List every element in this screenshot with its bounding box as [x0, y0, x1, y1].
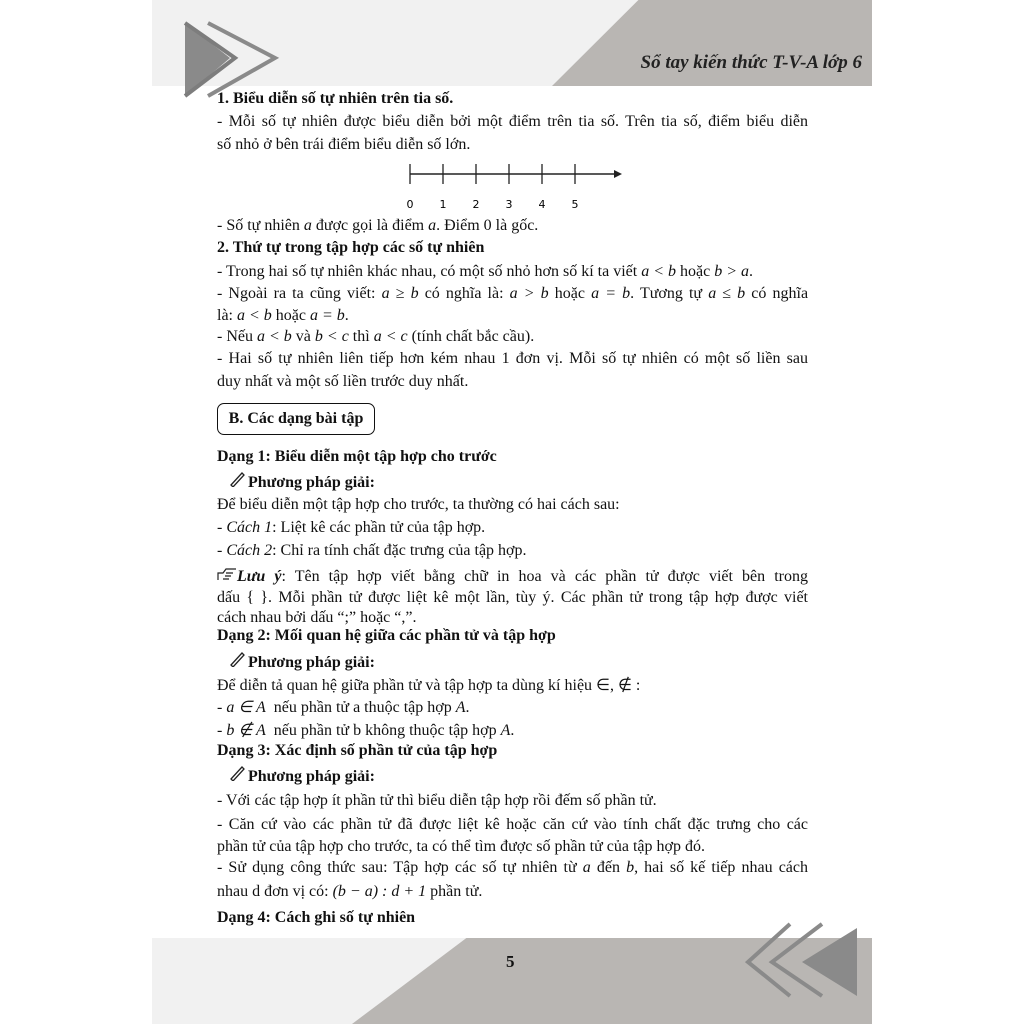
hand-icon	[217, 567, 237, 587]
text-line	[217, 327, 808, 347]
page-number: 5	[506, 952, 515, 971]
text-segment: nếu phần tử a thuộc tập hợp	[265, 699, 456, 716]
text-segment: Phương pháp giải:	[248, 474, 375, 491]
text-line	[217, 676, 808, 696]
text-line	[217, 306, 808, 326]
text-line	[217, 541, 808, 561]
text-line	[217, 216, 808, 236]
text-line	[228, 765, 819, 787]
text-line	[217, 238, 808, 258]
text-segment: hoặc	[271, 307, 310, 324]
text-segment: - Nếu	[217, 328, 257, 345]
text-line	[217, 608, 808, 628]
text-segment: - Số tự nhiên	[217, 217, 304, 234]
text-segment: a ∈ A	[226, 699, 266, 716]
book-title: Sổ tay kiến thức T-V-A lớp 6	[640, 52, 862, 73]
text-segment: phần tử.	[426, 883, 483, 900]
text-segment: Để diễn tả quan hệ giữa phần tử và tập hợp ta dùng kí hiệu ∈, ∉ :	[217, 677, 641, 694]
text-segment: : Liệt kê các phần tử của tập hợp.	[272, 519, 486, 536]
text-segment: -	[217, 519, 227, 536]
text-segment: Dạng 4: Cách ghi số tự nhiên	[217, 909, 416, 926]
section-box: B. Các dạng bài tập	[217, 403, 375, 435]
text-line	[217, 741, 808, 761]
text-segment: . Tương tự	[630, 285, 709, 302]
text-line	[217, 447, 808, 467]
tick-label: 4	[538, 198, 546, 211]
back-arrows-icon	[742, 918, 862, 998]
text-segment: b > a	[714, 263, 750, 280]
text-line	[217, 588, 808, 608]
text-segment: -	[217, 542, 227, 559]
text-segment: (b − a) : d + 1	[332, 883, 427, 900]
text-segment: - Với các tập hợp ít phần tử thì biểu diễn tập hợp rồi đếm số phần tử.	[217, 792, 657, 809]
text-segment: cách nhau bởi dấu “;” hoặc “,”.	[217, 609, 417, 626]
text-segment: duy nhất và một số liền trước duy nhất.	[217, 373, 469, 390]
text-segment: a < b	[256, 328, 292, 345]
text-segment: là:	[217, 307, 237, 324]
text-line	[217, 908, 808, 928]
text-segment: A	[455, 699, 466, 716]
text-line	[228, 651, 819, 673]
tick-label: 2	[472, 198, 480, 211]
number-line	[400, 160, 630, 212]
text-line	[217, 882, 808, 902]
tick-label: 0	[406, 198, 414, 211]
text-segment: .	[465, 699, 470, 716]
text-line	[228, 471, 819, 493]
pencil-icon	[228, 471, 248, 493]
tick-label: 3	[505, 198, 513, 211]
text-line	[217, 349, 808, 369]
text-segment: nếu phần tử b không thuộc tập hợp	[265, 722, 501, 739]
text-segment: a < b	[237, 307, 272, 324]
text-segment: a < c	[373, 328, 408, 345]
text-segment: (tính chất bắc cầu).	[407, 328, 535, 345]
text-segment: và	[291, 328, 315, 345]
text-segment: Lưu ý	[237, 568, 282, 585]
text-segment: a = b	[591, 285, 631, 302]
text-segment: có nghĩa	[745, 285, 809, 302]
text-line	[217, 626, 808, 646]
text-segment: - Căn cứ vào các phần tử đã được liệt kê hoặc căn cứ vào tính chất đặc trưng cho các	[217, 816, 808, 833]
text-segment: Phương pháp giải:	[248, 768, 375, 785]
text-line	[217, 837, 808, 857]
text-segment: 1. Biểu diễn số tự nhiên trên tia số.	[217, 90, 454, 107]
text-segment: a < b	[641, 263, 677, 280]
text-segment: . Điểm 0 là gốc.	[436, 217, 539, 234]
text-segment: được gọi là điểm	[311, 217, 429, 234]
text-segment: có nghĩa là:	[418, 285, 510, 302]
text-line	[217, 495, 808, 515]
text-line	[217, 721, 808, 741]
text-line	[217, 112, 808, 132]
text-segment: A	[500, 722, 511, 739]
text-segment: Dạng 3: Xác định số phần tử của tập hợp	[217, 742, 498, 759]
text-segment: - Hai số tự nhiên liên tiếp hơn kém nhau 1 đơn vị. Mỗi số tự nhiên có một số liền sau	[217, 350, 808, 367]
text-segment: -	[217, 699, 227, 716]
text-segment: a > b	[509, 285, 549, 302]
text-segment: dấu { }. Mỗi phần tử được liệt kê một lần, tùy ý. Các phần tử trong tập hợp được viết	[217, 589, 808, 606]
tick-label: 5	[571, 198, 579, 211]
text-segment: a	[582, 859, 591, 876]
text-line	[217, 518, 808, 538]
text-line	[217, 858, 808, 878]
text-segment: - Ngoài ra ta cũng viết:	[217, 285, 382, 302]
text-segment: -	[217, 722, 227, 739]
text-line	[217, 262, 808, 282]
text-segment: a	[428, 217, 437, 234]
text-segment: a ≤ b	[708, 285, 746, 302]
text-segment: hoặc	[548, 285, 592, 302]
text-segment: Cách 1	[226, 519, 273, 536]
text-segment: b < c	[314, 328, 349, 345]
tick-label: 1	[439, 198, 447, 211]
text-line	[217, 135, 808, 155]
text-segment: - Sử dụng công thức sau: Tập hợp các số tự nhiên từ	[217, 859, 583, 876]
text-segment: thì	[348, 328, 374, 345]
text-segment: Phương pháp giải:	[248, 654, 375, 671]
text-segment: a = b	[310, 307, 345, 324]
text-segment: b	[626, 859, 635, 876]
text-segment: số nhỏ ở bên trái điểm biểu diễn số lớn.	[217, 136, 471, 153]
text-line	[217, 567, 808, 587]
text-segment: nhau d đơn vị có:	[217, 883, 333, 900]
text-segment: - Mỗi số tự nhiên được biểu diễn bởi một điểm trên tia số. Trên tia số, điểm biểu diễn	[217, 113, 808, 130]
text-segment: , hai số kế tiếp nhau cách	[634, 859, 808, 876]
pencil-icon	[228, 651, 248, 673]
text-segment: đến	[590, 859, 627, 876]
text-line	[217, 815, 808, 835]
text-segment: a ≥ b	[381, 285, 419, 302]
text-segment: - Trong hai số tự nhiên khác nhau, có một số nhỏ hơn số kí ta viết	[217, 263, 642, 280]
text-segment: Để biểu diễn một tập hợp cho trước, ta thường có hai cách sau:	[217, 496, 620, 513]
text-segment: 2. Thứ tự trong tập hợp các số tự nhiên	[217, 239, 485, 256]
text-segment: a	[303, 217, 312, 234]
text-segment: .	[344, 307, 349, 324]
text-line	[217, 284, 808, 304]
text-segment: phần tử của tập hợp cho trước, ta có thể tìm được số phần tử của tập hợp đó.	[217, 838, 705, 855]
pencil-icon	[228, 765, 248, 787]
text-segment: Cách 2	[226, 542, 273, 559]
text-line	[217, 89, 808, 109]
text-line	[217, 698, 808, 718]
text-segment: Dạng 2: Mối quan hệ giữa các phần tử và tập hợp	[217, 627, 556, 644]
forward-arrows-icon	[180, 18, 290, 100]
text-segment: : Chỉ ra tính chất đặc trưng của tập hợp.	[272, 542, 527, 559]
text-segment: .	[510, 722, 515, 739]
text-line	[217, 372, 808, 392]
text-segment: : Tên tập hợp viết bằng chữ in hoa và các phần tử được viết bên trong	[281, 568, 809, 585]
text-segment: hoặc	[676, 263, 715, 280]
text-line	[217, 791, 808, 811]
text-segment: b ∉ A	[226, 722, 266, 739]
text-segment: Dạng 1: Biểu diễn một tập hợp cho trước	[217, 448, 497, 465]
text-segment: .	[749, 263, 754, 280]
